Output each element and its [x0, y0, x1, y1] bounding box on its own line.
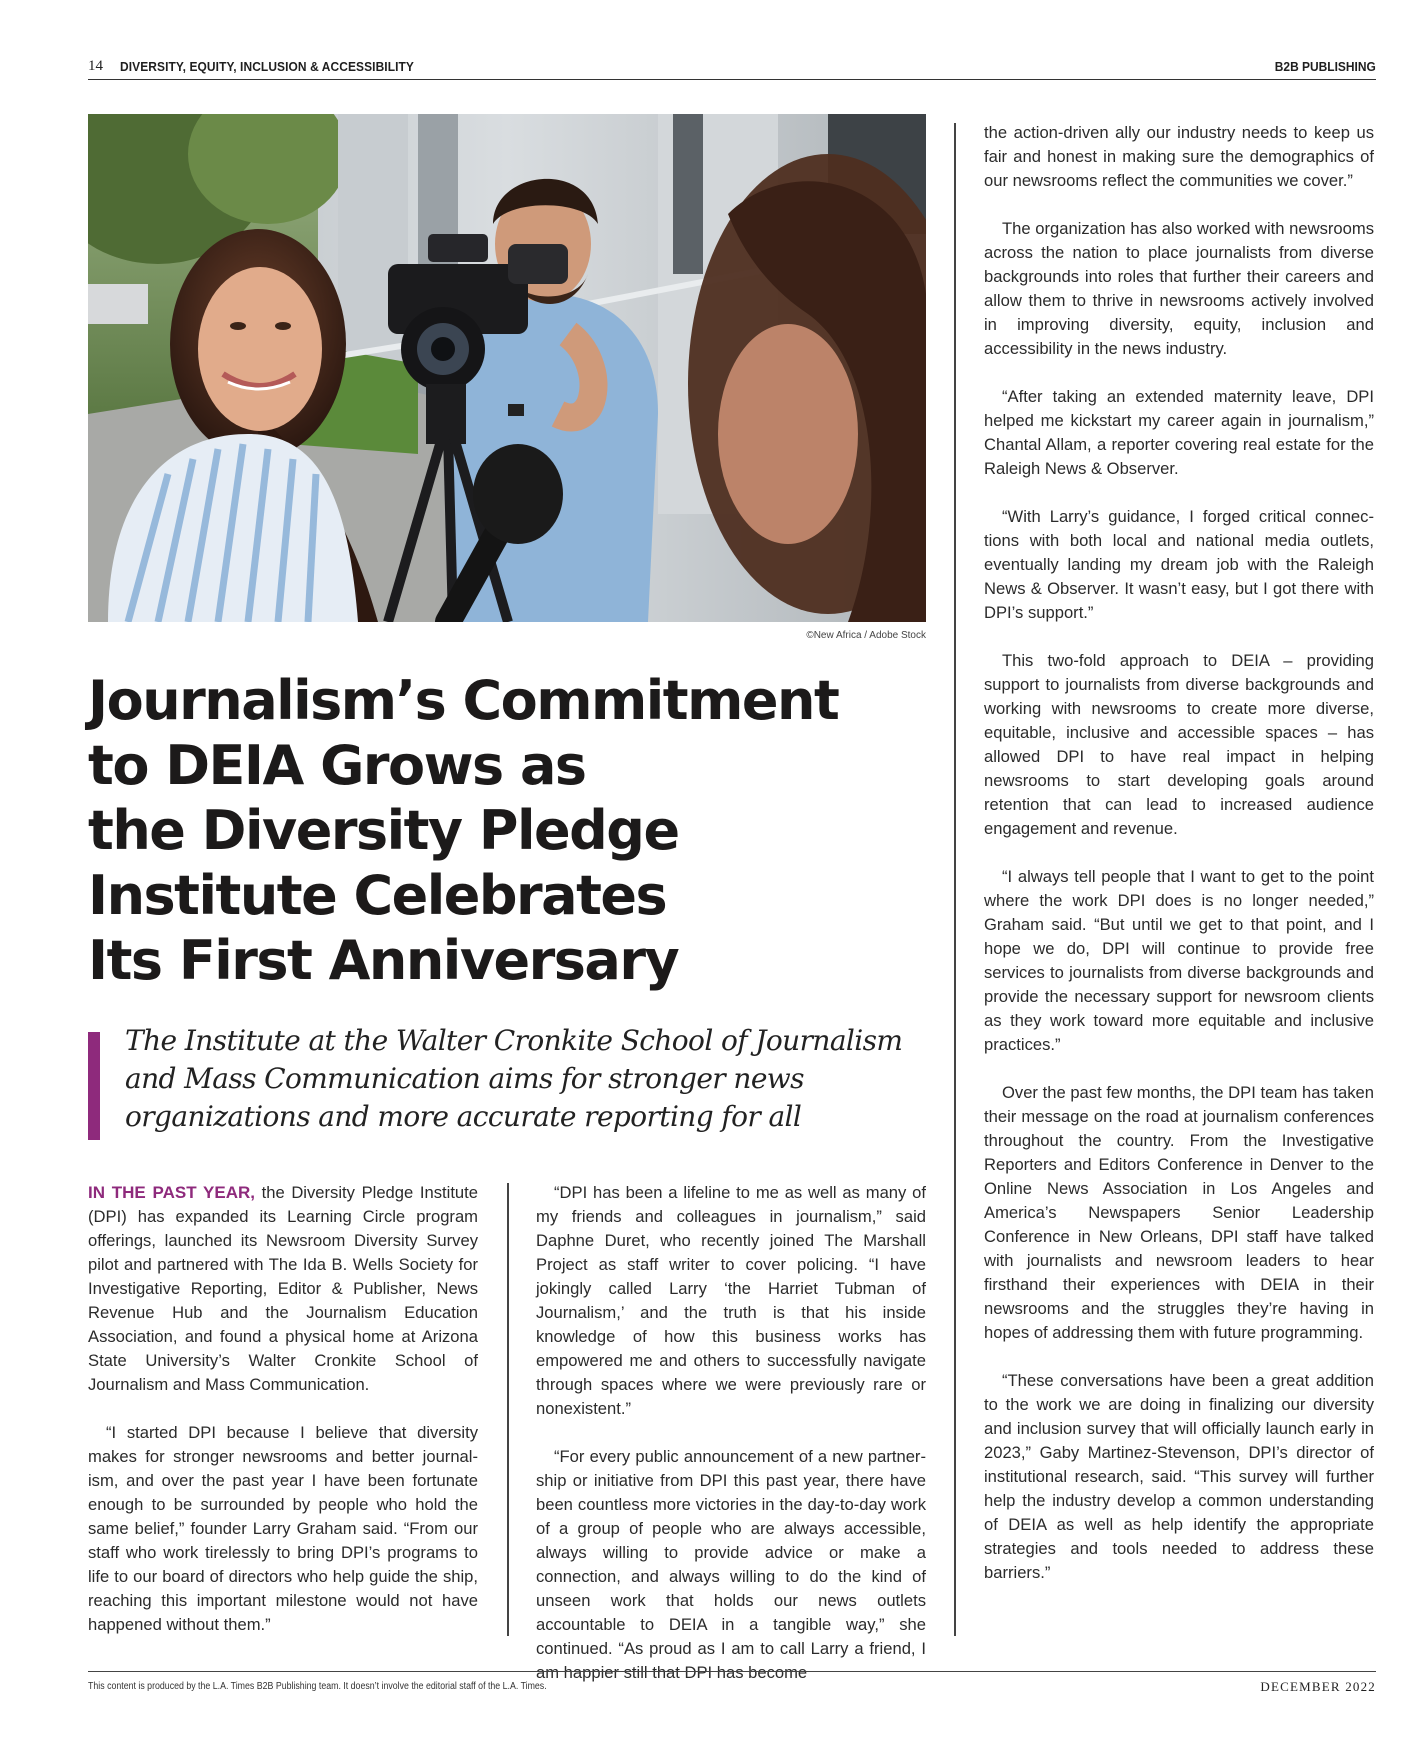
- paragraph: “These conversations have been a great addition to the work we are doing in finalizing our diversity and inclusion survey that will officially launch early in 2023,” Gaby Martinez-Stevenson, DPI’s director of institutional research, said. “This survey will further help the industry develop a common understanding of DEIA as well as help identify the appropriate strategies and tools needed to address these barriers.”: [984, 1371, 1374, 1582]
- footer-disclaimer: This content is produced by the L.A. Times B2B Publishing team. It doesn’t involve the editorial staff of the L.A. Times.: [88, 1681, 547, 1692]
- paragraph: “I started DPI because I believe that diversity makes for stronger newsrooms and better journalism, and over the past year I have been fortunate enough to be surrounded by people who hold the same belief,” founder Larry Graham said. “From our staff who work tirelessly to bring DPI’s programs to life to our board of directors who help guide the ship, reaching this important milestone would not have happened without them.”: [88, 1423, 478, 1634]
- article-column-3: [984, 121, 1374, 1609]
- interview-photo-illustration: [88, 114, 926, 622]
- section-title: DIVERSITY, EQUITY, INCLUSION & ACCESSIBILITY: [120, 59, 415, 74]
- headline-line: Institute Celebrates: [88, 864, 667, 927]
- photo-credit: ©New Africa / Adobe Stock: [806, 630, 926, 641]
- issue-date: DECEMBER 2022: [1260, 1679, 1376, 1694]
- paragraph: “For every public announcement of a new partnership or initiative from DPI this past year, there have been countless more victories in the day-to-day work of a group of people who are always accessible, always willing to provide advice or make a connection, and always willing to do the kind of unseen work that holds our news outlets accountable to DEIA in a tangible way,” she continued. “As proud as I am to call Larry a friend, I am happier still that DPI has become: [536, 1447, 926, 1682]
- paragraph: “I always tell people that I want to get to the point where the work DPI does is no longer needed,” Graham said. “But until we get to that point, and I hope we do, DPI will continue to provide free services to journalists from diverse backgrounds and provide the necessary support for newsroom clients as they work toward more equitable and inclusive practices.”: [984, 867, 1374, 1054]
- headline-line: Its First Anniversary: [88, 929, 679, 992]
- paragraph: “After taking an extended maternity leave, DPI helped me kickstart my career again in journalism,” Chantal Allam, a reporter covering real estate for the Raleigh News & Observer.: [984, 387, 1374, 478]
- publication-brand: B2B PUBLISHING: [1274, 59, 1376, 74]
- paragraph: The organization has also worked with newsrooms across the nation to place journalists from diverse backgrounds into roles that further their careers and allow them to thrive in newsrooms actively involved in improving diversity, equity, inclusion and accessibility in the news industry.: [984, 219, 1374, 358]
- headline-line: to DEIA Grows as: [88, 734, 586, 797]
- paragraph: [88, 1181, 478, 1397]
- paragraph: This two-fold approach to DEIA – providing support to journalists from diverse backgrounds and working with newsrooms to create more diverse, equitable, inclusive and accessible spaces – has allowed DPI to have real impact in helping newsrooms to start developing goals around retention that can lead to increased audience engagement and revenue.: [984, 651, 1374, 838]
- headline-line: the Diversity Pledge: [88, 799, 679, 862]
- page-number: 14: [88, 58, 103, 74]
- paragraph: “With Larry’s guidance, I forged critical connections with both local and national media outlets, eventually landing my dream job with the Raleigh News & Observer. It wasn’t easy, but I got there with DPI’s support.”: [984, 507, 1374, 622]
- column-divider: [507, 1183, 509, 1636]
- paragraph: Over the past few months, the DPI team has taken their message on the road at journalism conferences throughout the country. From the Investigative Reporters and Editors Conference in Denver to the Online News Association in Los Angeles and America’s Newspapers Senior Leadership Conference in New Orleans, DPI staff have talked with journalists and newsroom leaders to hear firsthand their experiences with DEIA in their newsrooms and the struggles they’re having in hopes of addressing them with future programming.: [984, 1083, 1374, 1342]
- article-headline: [88, 668, 908, 993]
- paragraph: the action-driven ally our industry needs to keep us fair and honest in making sure the demographics of our newsrooms reflect the communities we cover.”: [984, 123, 1374, 190]
- deck-line: and Mass Communication aims for stronger news: [125, 1062, 804, 1095]
- paragraph-text: the Diversity Pledge Institute (DPI) has expanded its Learning Circle program offerings, launched its Newsroom Diversity Survey pilot and partnered with The Ida B. Wells Society for Investigative Reporting, Editor & Publisher, News Revenue Hub and the Journalism Education Association, and found a physical home at Arizona State University’s Walter Cronkite School of Journalism and Mass Communication.: [88, 1183, 478, 1394]
- page-header: [88, 56, 1376, 80]
- page-footer: [88, 1671, 1376, 1695]
- deck-accent-bar: [88, 1032, 100, 1140]
- hero-photo: [88, 114, 926, 622]
- headline-line: Journalism’s Commitment: [88, 669, 839, 732]
- column-divider: [954, 123, 956, 1636]
- lead-in: IN THE PAST YEAR,: [88, 1183, 255, 1202]
- paragraph: “DPI has been a lifeline to me as well as many of my friends and colleagues in journalism,” said Daphne Duret, who recently joined The Marshall Project as staff writer to cover policing. “I have jokingly called Larry ‘the Harriet Tubman of Journalism,’ and the truth is that his inside knowledge of how this business works has empowered me and others to successfully navigate through spaces where we were previously rare or nonexistent.”: [536, 1183, 926, 1418]
- deck-line: organizations and more accurate reporting for all: [125, 1100, 802, 1133]
- article-column-2: [536, 1181, 926, 1709]
- deck-line: The Institute at the Walter Cronkite School of Journalism: [125, 1024, 903, 1057]
- article-deck: [125, 1022, 925, 1136]
- article-column-1: [88, 1181, 478, 1661]
